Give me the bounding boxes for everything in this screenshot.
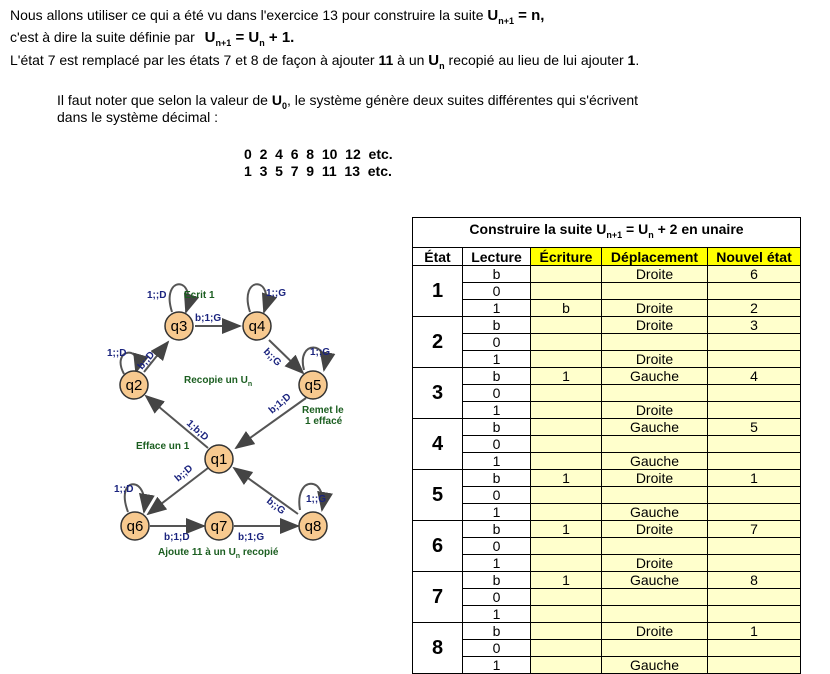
label-q4-loop: 1;;G [266,288,286,299]
nouvel-etat-cell [708,283,801,300]
intro-line-1 [10,7,544,26]
deplacement-cell: Droite [602,470,708,487]
label-q5-loop: 1;;G [310,347,330,358]
state-cell: 8 [413,623,463,674]
note-line-1: Il faut noter que selon la valeur de $U_0$, le système génère deux suites différentes qui s'écrivent [57,92,638,111]
lecture-cell: 0 [463,283,531,300]
ecriture-cell [531,623,602,640]
state-cell: 2 [413,317,463,368]
label-q8-q1: b;;G [264,495,288,518]
lecture-cell: 0 [463,538,531,555]
state-diagram [100,270,390,570]
sequence-odd: 1 3 5 7 9 11 13 etc. [244,163,392,179]
deplacement-cell [602,640,708,657]
table-row [413,351,801,368]
ecriture-cell [531,606,602,623]
lecture-cell: 1 [463,453,531,470]
table-row [413,266,801,283]
ecriture-cell: 1 [531,368,602,385]
table-row [413,504,801,521]
nouvel-etat-cell [708,351,801,368]
lecture-cell: b [463,521,531,538]
state-q3 [165,312,193,340]
table-row [413,317,801,334]
deplacement-cell: Gauche [602,504,708,521]
lecture-cell: b [463,419,531,436]
label-remet-2: 1 effacé [305,416,343,427]
deplacement-cell: Droite [602,623,708,640]
deplacement-cell [602,334,708,351]
table-row [413,470,801,487]
table-row [413,487,801,504]
lecture-cell: b [463,368,531,385]
lecture-cell: 0 [463,640,531,657]
nouvel-etat-cell [708,606,801,623]
state-cell: 7 [413,572,463,623]
nouvel-etat-cell [708,640,801,657]
deplacement-cell [602,487,708,504]
label-remet-1: Remet le [302,405,344,416]
deplacement-cell: Droite [602,402,708,419]
ecriture-cell [531,640,602,657]
lecture-cell: b [463,470,531,487]
nouvel-etat-cell: 4 [708,368,801,385]
state-q4 [243,312,271,340]
deplacement-cell: Gauche [602,572,708,589]
table-row [413,453,801,470]
table-row [413,402,801,419]
nouvel-etat-cell: 8 [708,572,801,589]
deplacement-cell [602,538,708,555]
ecriture-cell: 1 [531,572,602,589]
header-lecture: Lecture [463,248,531,266]
nouvel-etat-cell: 1 [708,623,801,640]
header-ecriture: Écriture [531,248,602,266]
ecriture-cell: 1 [531,470,602,487]
deplacement-cell [602,283,708,300]
label-q4-q5: b;;G [260,346,284,369]
nouvel-etat-cell: 6 [708,266,801,283]
nouvel-etat-cell [708,402,801,419]
formula-recurrence: $U_{n+1} = U_n + 1$. [204,29,295,48]
ecriture-cell [531,589,602,606]
table-row [413,589,801,606]
ecriture-cell [531,657,602,674]
state-cell: 6 [413,521,463,572]
lecture-cell: 1 [463,657,531,674]
lecture-cell: b [463,623,531,640]
intro-line-3: L'état 7 est remplacé par les états 7 et 8 de façon à ajouter 11 à un $U_n$ recopié au lieu de lui ajouter 1. [10,52,640,71]
label-q3-loop: 1;;D [147,290,167,301]
label-q2-loop: 1;;D [107,348,127,359]
svg-text:q2: q2 [125,377,143,394]
table-title: Construire la suite $U_{n+1} = U_n + 2$ en unaire [413,218,801,248]
svg-text:q8: q8 [304,518,322,535]
intro-line-1-text: Nous allons utiliser ce qui a été vu dans l'exercice 13 pour construire la suite [10,7,484,23]
lecture-cell: 0 [463,436,531,453]
nouvel-etat-cell: 5 [708,419,801,436]
nouvel-etat-cell [708,504,801,521]
nouvel-etat-cell: 1 [708,470,801,487]
deplacement-cell: Droite [602,351,708,368]
deplacement-cell [602,589,708,606]
deplacement-cell: Droite [602,555,708,572]
lecture-cell: b [463,266,531,283]
header-nouvel-etat: Nouvel état [708,248,801,266]
formula-un1: $U_{n+1} = n$, [487,7,545,26]
ecriture-cell [531,266,602,283]
ecriture-cell [531,334,602,351]
label-ajoute: Ajoute 11 à un $U_n$ recopié [158,547,279,560]
state-q5 [299,371,327,399]
svg-text:q1: q1 [210,451,228,468]
table-row [413,419,801,436]
state-q2 [120,371,148,399]
label-q7-q8: b;1;G [238,532,265,543]
state-q8 [299,512,327,540]
ecriture-cell [531,402,602,419]
label-q6-q7: b;1;D [164,532,190,543]
ecriture-cell [531,504,602,521]
lecture-cell: 0 [463,487,531,504]
label-q2-q3: b;;D [135,349,158,372]
table-row [413,640,801,657]
intro-line-2-text: c'est à dire la suite définie par [10,29,195,45]
table-row [413,555,801,572]
nouvel-etat-cell [708,555,801,572]
table-row [413,334,801,351]
table-row [413,436,801,453]
ecriture-cell [531,538,602,555]
ecriture-cell: 1 [531,521,602,538]
nouvel-etat-cell: 7 [708,521,801,538]
state-q6 [121,512,149,540]
svg-text:q4: q4 [248,318,266,335]
ecriture-cell [531,487,602,504]
state-q7 [205,512,233,540]
deplacement-cell: Droite [602,317,708,334]
nouvel-etat-cell [708,487,801,504]
table-row [413,521,801,538]
sequence-even: 0 2 4 6 8 10 12 etc. [244,146,393,162]
lecture-cell: 0 [463,385,531,402]
nouvel-etat-cell [708,538,801,555]
label-q3-q4: b;1;G [195,313,222,324]
lecture-cell: 1 [463,402,531,419]
lecture-cell: 1 [463,504,531,521]
nouvel-etat-cell [708,385,801,402]
deplacement-cell: Gauche [602,657,708,674]
label-efface: Efface un 1 [136,441,190,452]
table-row [413,623,801,640]
lecture-cell: 1 [463,300,531,317]
ecriture-cell [531,436,602,453]
ecriture-cell [531,453,602,470]
deplacement-cell: Droite [602,521,708,538]
lecture-cell: 1 [463,555,531,572]
state-cell: 3 [413,368,463,419]
table-row [413,283,801,300]
nouvel-etat-cell [708,589,801,606]
ecriture-cell [531,317,602,334]
label-ecrit: Ecrit 1 [184,290,215,301]
lecture-cell: b [463,572,531,589]
nouvel-etat-cell: 2 [708,300,801,317]
state-q1 [205,445,233,473]
table-row [413,606,801,623]
lecture-cell: 0 [463,589,531,606]
nouvel-etat-cell: 3 [708,317,801,334]
intro-line-2 [10,29,294,48]
transition-table [412,217,801,674]
ecriture-cell: b [531,300,602,317]
deplacement-cell: Droite [602,266,708,283]
label-q1-q6: b;;D [172,463,196,485]
label-recopie: Recopie un $U_n$ [184,375,253,388]
header-deplacement: Déplacement [602,248,708,266]
deplacement-cell: Gauche [602,453,708,470]
table-row [413,572,801,589]
label-q5-q1: b;1;D [266,391,294,417]
nouvel-etat-cell [708,436,801,453]
deplacement-cell [602,436,708,453]
note-line-2: dans le système décimal : [57,109,219,125]
table-row [413,538,801,555]
deplacement-cell: Droite [602,300,708,317]
nouvel-etat-cell [708,657,801,674]
deplacement-cell [602,606,708,623]
svg-text:q6: q6 [126,518,144,535]
label-q6-loop: 1;;D [114,484,134,495]
nouvel-etat-cell [708,334,801,351]
table-row [413,368,801,385]
ecriture-cell [531,283,602,300]
deplacement-cell: Gauche [602,368,708,385]
table-row [413,657,801,674]
nouvel-etat-cell [708,453,801,470]
state-cell: 5 [413,470,463,521]
svg-text:q7: q7 [210,518,228,535]
header-etat: État [413,248,463,266]
ecriture-cell [531,555,602,572]
label-q1-q2: 1;b;D [183,418,211,444]
table-row [413,385,801,402]
state-cell: 4 [413,419,463,470]
state-cell: 1 [413,266,463,317]
lecture-cell: 1 [463,606,531,623]
deplacement-cell: Gauche [602,419,708,436]
svg-text:q3: q3 [170,318,188,335]
table-row [413,300,801,317]
lecture-cell: 1 [463,351,531,368]
label-q8-loop: 1;;G [306,494,326,505]
svg-text:q5: q5 [304,377,322,394]
ecriture-cell [531,385,602,402]
lecture-cell: 0 [463,334,531,351]
ecriture-cell [531,351,602,368]
lecture-cell: b [463,317,531,334]
ecriture-cell [531,419,602,436]
deplacement-cell [602,385,708,402]
